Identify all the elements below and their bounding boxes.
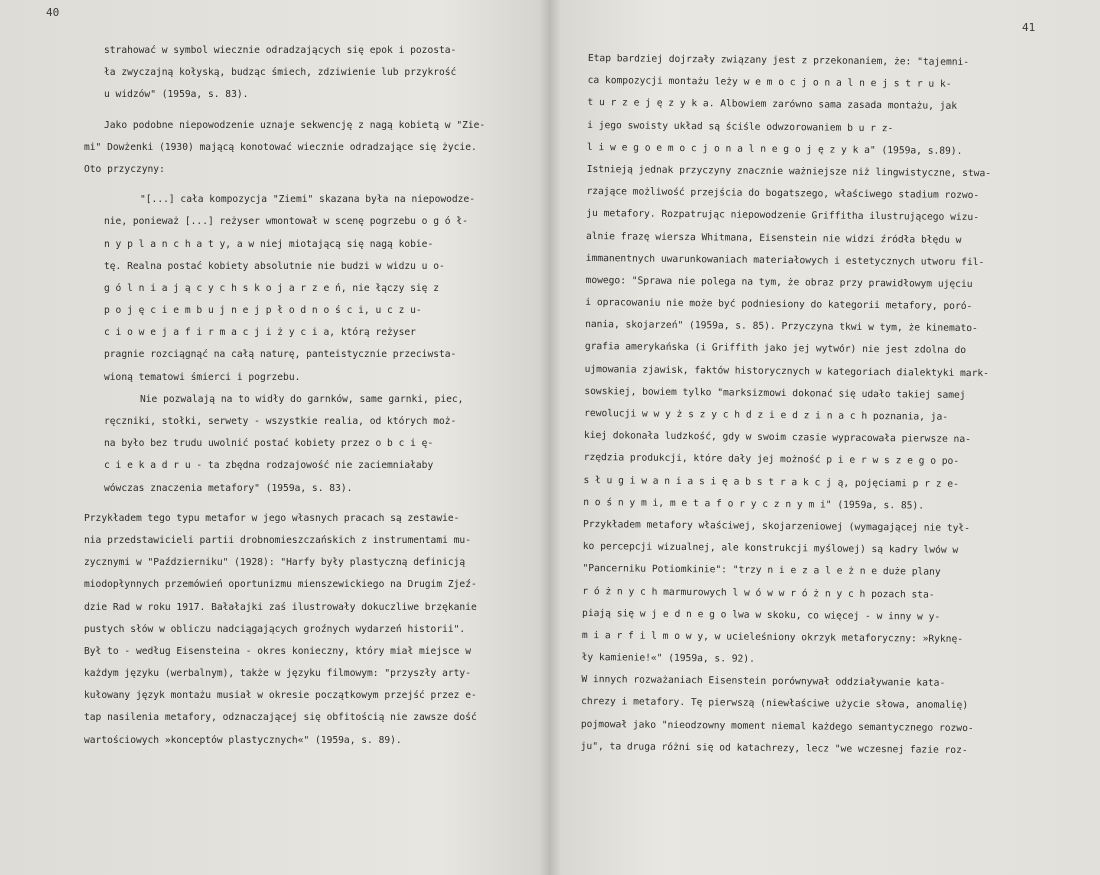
text-line: Etap bardziej dojrzały związany jest z przekonaniem, że: "tajemni- xyxy=(587,52,970,68)
text-line: pojmował jako "nieodzowny moment niemal każdego semantycznego rozwo- xyxy=(580,718,974,734)
text-line: wioną tematowi śmierci i pogrzebu. xyxy=(104,371,301,383)
text-line: mi" Dowżenki (1930) mającą konotować wiecznie odradzające się życie. xyxy=(84,141,477,153)
text-line: ju", ta druga różni się od katachrezy, lecz "we wczesnej fazie roz- xyxy=(580,740,968,756)
text-line: grafia amerykańska (i Griffith jako jej wytwór) nie jest zdolna do xyxy=(584,341,967,357)
text-line: ju metafory. Rozpatrując niepowodzenie Griffitha ilustrującego wizu- xyxy=(586,208,980,224)
text-line: r ó ż n y c h marmurowych l w ó w w r ó ż n y c h pozach sta- xyxy=(582,585,935,601)
text-line: ręczniki, stołki, serwety - wszystkie realia, od których moż- xyxy=(104,416,457,427)
text-line: Nie pozwalają na to widły do garnków, same garnki, piec, xyxy=(140,393,464,405)
text-line: na było bez trudu uwolnić postać kobiety przez o b c i ę- xyxy=(104,438,434,450)
text-line: "[...] cała kompozycja "Ziemi" skazana była na niepowodze- xyxy=(140,194,476,206)
left-page-text xyxy=(84,40,532,752)
text-line: s ł u g i w a n i a s i ę a b s t r a k c j ą, pojęciami p r z e- xyxy=(583,474,959,490)
text-line: W innych rozważaniach Eisenstein porównywał oddziaływanie kata- xyxy=(581,674,946,690)
paragraph-gap xyxy=(84,181,532,189)
text-line: rzędzia produkcji, które dały jej możność p i e r w s z e g o po- xyxy=(583,452,960,468)
text-line: c i o w e j a f i r m a c j i ż y c i a, którą reżyser xyxy=(104,327,416,339)
text-line: i opracowaniu nie może być podniesiony do kategorii metafory, poró- xyxy=(585,297,973,313)
page-number-right: 41 xyxy=(1022,21,1036,34)
text-line: ujmowania zjawisk, faktów historycznych w kategoriach dialektyki mark- xyxy=(584,363,990,379)
text-line: tap nasilenia metafory, odznaczającej się obfitością nie zawsze dość xyxy=(84,712,477,724)
text-line: n o ś n y m i, m e t a f o r y c z n y m i" (1959a, s. 85). xyxy=(583,496,925,512)
text-line: u widzów" (1959a, s. 83). xyxy=(104,89,249,101)
text-line: Przykładem metafory właściwej, skojarzeniowej (wymagającej nie tył- xyxy=(582,518,971,534)
text-line: n y p l a n c h a t y, a w niej miotającą się nagą kobie- xyxy=(104,238,434,250)
left-page xyxy=(0,0,548,875)
text-line: "Pancerniku Potiomkinie": "trzy n i e z a l e ż n e duże plany xyxy=(582,563,941,579)
right-page xyxy=(552,0,1100,875)
text-line: immanentnych uwarunkowaniach materiałowych i estetycznych utworu fil- xyxy=(585,252,985,268)
text-line: wartościowych »konceptów plastycznych«" (1959a, s. 89). xyxy=(84,734,402,746)
right-page-text xyxy=(581,48,1084,763)
text-line: dzie Rad w roku 1917. Bałałajki zaś ilustrowały dokuczliwe brzękanie xyxy=(84,601,477,613)
text-line: wówczas znaczenia metafory" (1959a, s. 83). xyxy=(104,482,353,494)
text-line: kiej dokonała ludzkość, gdy w swoim czasie wypracowała pierwsze na- xyxy=(583,430,971,446)
text-line: l i w e g o e m o c j o n a l n e g o j ę z y k a" (1959a, s.89). xyxy=(586,141,963,157)
text-line: chrezy i metafory. Tę pierwszą (niewłaściwe użycie słowa, anomalię) xyxy=(581,696,969,712)
text-line: ca kompozycji montażu leży w e m o c j o n a l n e j s t r u k- xyxy=(587,75,952,90)
text-line: ły kamienie!«" (1959a, s. 92). xyxy=(581,652,755,665)
text-line: Jako podobne niepowodzenie uznaje sekwencję z nagą kobietą w "Zie- xyxy=(104,119,486,131)
text-line: Oto przyczyny: xyxy=(84,163,165,175)
text-line: c i e k a d r u - ta zbędna rodzajowość nie zaciemniałaby xyxy=(104,460,434,472)
text-line: Istnieją jednak przyczyny znacznie ważniejsze niż lingwistyczne, stwa- xyxy=(586,163,992,180)
text-line: każdym języku (werbalnym), także w języku filmowym: "przyszły arty- xyxy=(84,668,471,680)
text-line: nia przedstawicieli partii drobnomieszczańskich z instrumentami mu- xyxy=(84,534,471,546)
text-line: g ó l n i a j ą c y c h s k o j a r z e ń, nie łączy się z xyxy=(104,282,440,294)
text-line: ko percepcji wizualnej, ale konstrukcji myślowej) są kadry lwów w xyxy=(582,541,959,557)
text-line: nania, skojarzeń" (1959a, s. 85). Przyczyna tkwi w tym, że kinemato- xyxy=(585,319,978,335)
text-line: strahować w symbol wiecznie odradzających się epok i pozosta- xyxy=(104,45,457,56)
text-line: alnie frazę wiersza Whitmana, Eisenstein nie widzi źródła błędu w xyxy=(585,230,962,246)
text-line: piają się w j e d n e g o lwa w skoku, co więcej - w inny w y- xyxy=(582,607,941,623)
text-line: zycznymi w "Październiku" (1928): "Harfy były plastyczną definicją xyxy=(84,557,466,569)
text-line: mowego: "Sprawa nie polega na tym, że obraz przy prawidłowym ujęciu xyxy=(585,274,973,290)
text-line: pustych słów w obliczu nadciągających groźnych wydarzeń historii". xyxy=(84,623,466,635)
paragraph-gap xyxy=(84,107,532,115)
text-line: pragnie rozciągnąć na całą naturę, panteistycznie przeciwsta- xyxy=(104,349,457,361)
text-line: rzające możliwość przejścia do bogatszego, właściwego stadium rozwo- xyxy=(586,186,980,202)
text-line: t u r z e j ę z y k a. Albowiem zarówno sama zasada montażu, jak xyxy=(587,97,958,113)
text-line: miodopłynnych przemówień oportunizmu mienszewickiego na Drugim Zjeź- xyxy=(84,579,477,591)
text-line: ła zwyczajną kołyską, budząc śmiech, zdziwienie lub przykrość xyxy=(104,67,457,79)
paragraph-gap xyxy=(84,500,532,508)
text-line: p o j ę c i e m b u j n e j p ł o d n o ś c i, u c z u- xyxy=(104,305,422,317)
text-line: Był to - według Eisensteina - okres konieczny, który miał miejsce w xyxy=(84,645,471,657)
text-line: Przykładem tego typu metafor w jego własnych pracach są zestawie- xyxy=(84,512,460,524)
text-line: nie, ponieważ [...] reżyser wmontował w scenę pogrzebu o g ó ł- xyxy=(104,216,468,228)
page-number-left: 40 xyxy=(46,6,60,19)
text-line: m i a r f i l m o w y, w ucieleśniony okrzyk metaforyczny: »Ryknę- xyxy=(581,629,964,645)
text-line: kułowany język montażu musiał w okresie początkowym przejść przez e- xyxy=(84,690,477,702)
text-line: i jego swoisty układ są ściśle odwzorowaniem b u r z- xyxy=(587,119,894,134)
text-line: rewolucji w w y ż s z y c h d z i e d z i n a c h poznania, ja- xyxy=(584,407,949,423)
text-line: sowskiej, bowiem tylko "marksizmowi dokonać się udało takiej samej xyxy=(584,385,966,401)
text-line: tę. Realna postać kobiety absolutnie nie budzi w widzu u o- xyxy=(104,260,445,272)
